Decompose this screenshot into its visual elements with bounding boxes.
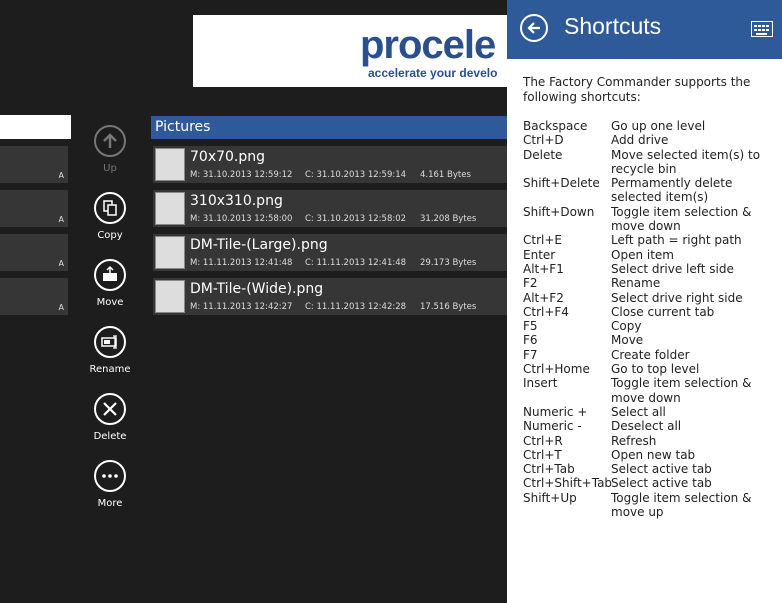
- file-created: C: 11.11.2013 12:41:48: [305, 258, 407, 268]
- file-size: 29.173 Bytes: [420, 258, 477, 268]
- shortcut-key: Alt+F2: [523, 290, 564, 305]
- shortcut-desc: Open item: [611, 247, 674, 262]
- shortcut-key: Enter: [523, 247, 556, 262]
- shortcut-key: Ctrl+E: [523, 233, 562, 248]
- shortcut-desc: Refresh: [611, 433, 657, 448]
- shortcut-key: Ctrl+Shift+Tab: [523, 476, 613, 491]
- shortcut-key: Backspace: [523, 119, 588, 133]
- shortcut-row: [523, 262, 761, 276]
- file-size: 17.516 Bytes: [420, 302, 477, 312]
- flyout-intro: The Factory Commander supports the following shortcuts:: [523, 75, 751, 104]
- file-modified: M: 11.11.2013 12:41:48: [190, 258, 293, 268]
- shortcut-key: Ctrl+D: [523, 133, 564, 148]
- shortcut-row: [523, 348, 761, 362]
- shortcut-row: [523, 333, 761, 347]
- shortcut-key: Numeric -: [523, 419, 582, 434]
- shortcut-desc: Move: [611, 333, 644, 348]
- shortcut-key: Delete: [523, 147, 563, 162]
- file-row[interactable]: [153, 278, 507, 315]
- shortcut-row: [523, 205, 761, 234]
- left-list-item[interactable]: A: [0, 190, 68, 227]
- shortcut-row: [523, 419, 761, 433]
- shortcut-key: Ctrl+Home: [523, 362, 590, 377]
- shortcut-row: [523, 491, 761, 520]
- file-size: 31.208 Bytes: [420, 214, 477, 224]
- shortcut-row: [523, 148, 761, 177]
- shortcut-key: F5: [523, 319, 538, 334]
- shortcut-row: [523, 319, 761, 333]
- shortcut-row: [523, 276, 761, 290]
- shortcut-row: [523, 291, 761, 305]
- shortcut-desc: Permamently delete selected item(s): [611, 176, 733, 205]
- banner-logo: procele: [360, 23, 496, 67]
- shortcut-key: Ctrl+F4: [523, 304, 569, 319]
- file-size: 4.161 Bytes: [420, 170, 471, 180]
- left-list-item[interactable]: A: [0, 146, 68, 183]
- shortcut-key: Ctrl+Tab: [523, 462, 575, 477]
- shortcut-desc: Move selected item(s) to recycle bin: [611, 147, 761, 176]
- file-name: 310x310.png: [190, 193, 283, 209]
- shortcut-desc: Create folder: [611, 347, 690, 362]
- shortcut-desc: Select active tab: [611, 462, 712, 477]
- file-name: DM-Tile-(Wide).png: [190, 281, 324, 297]
- image-thumbnail: [155, 280, 185, 313]
- shortcut-row: [523, 133, 761, 147]
- shortcut-key: Shift+Up: [523, 490, 577, 505]
- file-name: DM-Tile-(Large).png: [190, 237, 328, 253]
- file-created: C: 11.11.2013 12:42:28: [305, 302, 407, 312]
- shortcut-desc: Toggle item selection & move down: [611, 376, 752, 405]
- shortcut-row: [523, 305, 761, 319]
- shortcut-desc: Rename: [611, 276, 661, 291]
- shortcut-key: Numeric +: [523, 404, 588, 419]
- move-button[interactable]: Move: [90, 259, 130, 308]
- left-path-field[interactable]: [0, 115, 71, 139]
- file-created: C: 31.10.2013 12:58:02: [305, 214, 407, 224]
- ad-banner[interactable]: [193, 15, 507, 87]
- banner-tagline: accelerate your develo: [368, 66, 498, 80]
- keyboard-icon: [751, 21, 773, 37]
- left-list-item[interactable]: A: [0, 234, 68, 271]
- shortcut-key: Shift+Delete: [523, 176, 600, 191]
- shortcut-desc: Toggle item selection & move down: [611, 204, 752, 234]
- file-modified: M: 31.10.2013 12:58:00: [190, 214, 293, 224]
- shortcut-desc: Go to top level: [611, 362, 700, 377]
- shortcut-desc: Select drive right side: [611, 290, 743, 305]
- shortcut-row: [523, 462, 761, 476]
- image-thumbnail: [155, 192, 185, 225]
- pane-title-bar[interactable]: [151, 116, 507, 139]
- shortcut-key: F7: [523, 347, 538, 362]
- shortcut-row: [523, 119, 761, 133]
- copy-button[interactable]: Copy: [90, 192, 130, 241]
- shortcut-desc: Select drive left side: [611, 261, 734, 276]
- shortcut-desc: Go up one level: [611, 119, 706, 133]
- file-modified: M: 11.11.2013 12:42:27: [190, 302, 293, 312]
- shortcut-row: [523, 176, 761, 205]
- shortcut-key: Ctrl+T: [523, 447, 562, 462]
- file-row[interactable]: [153, 234, 507, 271]
- shortcut-row: [523, 248, 761, 262]
- shortcut-desc: Select active tab: [611, 476, 712, 491]
- shortcut-desc: Select all: [611, 404, 666, 419]
- file-row[interactable]: [153, 190, 507, 227]
- shortcut-key: Shift+Down: [523, 204, 595, 219]
- file-modified: M: 31.10.2013 12:59:12: [190, 170, 293, 180]
- file-name: 70x70.png: [190, 149, 266, 165]
- shortcut-list: [523, 119, 761, 519]
- pane-title: Pictures: [155, 119, 211, 135]
- image-thumbnail: [155, 148, 185, 181]
- flyout-header: [507, 0, 782, 59]
- delete-button[interactable]: Delete: [90, 393, 130, 442]
- shortcut-key: F2: [523, 276, 538, 291]
- back-button[interactable]: [520, 14, 548, 42]
- flyout-title: Shortcuts: [564, 13, 662, 39]
- shortcut-row: [523, 476, 761, 490]
- shortcut-row: [523, 448, 761, 462]
- shortcut-key: Insert: [523, 376, 558, 391]
- shortcut-row: [523, 434, 761, 448]
- file-row[interactable]: [153, 146, 507, 183]
- file-created: C: 31.10.2013 12:59:14: [305, 170, 407, 180]
- shortcut-desc: Add drive: [611, 133, 669, 148]
- up-button[interactable]: Up: [90, 125, 130, 174]
- shortcut-desc: Close current tab: [611, 304, 715, 319]
- rename-button[interactable]: Rename: [90, 326, 130, 375]
- more-button[interactable]: More: [90, 460, 130, 509]
- shortcut-row: [523, 405, 761, 419]
- shortcut-desc: Copy: [611, 319, 642, 334]
- shortcut-desc: Deselect all: [611, 419, 682, 434]
- left-list-item[interactable]: A: [0, 278, 68, 315]
- image-thumbnail: [155, 236, 185, 269]
- shortcut-row: [523, 362, 761, 376]
- shortcut-row: [523, 376, 761, 405]
- shortcut-desc: Open new tab: [611, 447, 696, 462]
- shortcut-row: [523, 233, 761, 247]
- shortcut-key: Ctrl+R: [523, 433, 563, 448]
- shortcut-desc: Toggle item selection & move up: [611, 490, 752, 520]
- shortcuts-flyout: [507, 0, 782, 603]
- shortcut-key: F6: [523, 333, 538, 348]
- shortcut-key: Alt+F1: [523, 261, 564, 276]
- shortcut-desc: Left path = right path: [611, 233, 742, 248]
